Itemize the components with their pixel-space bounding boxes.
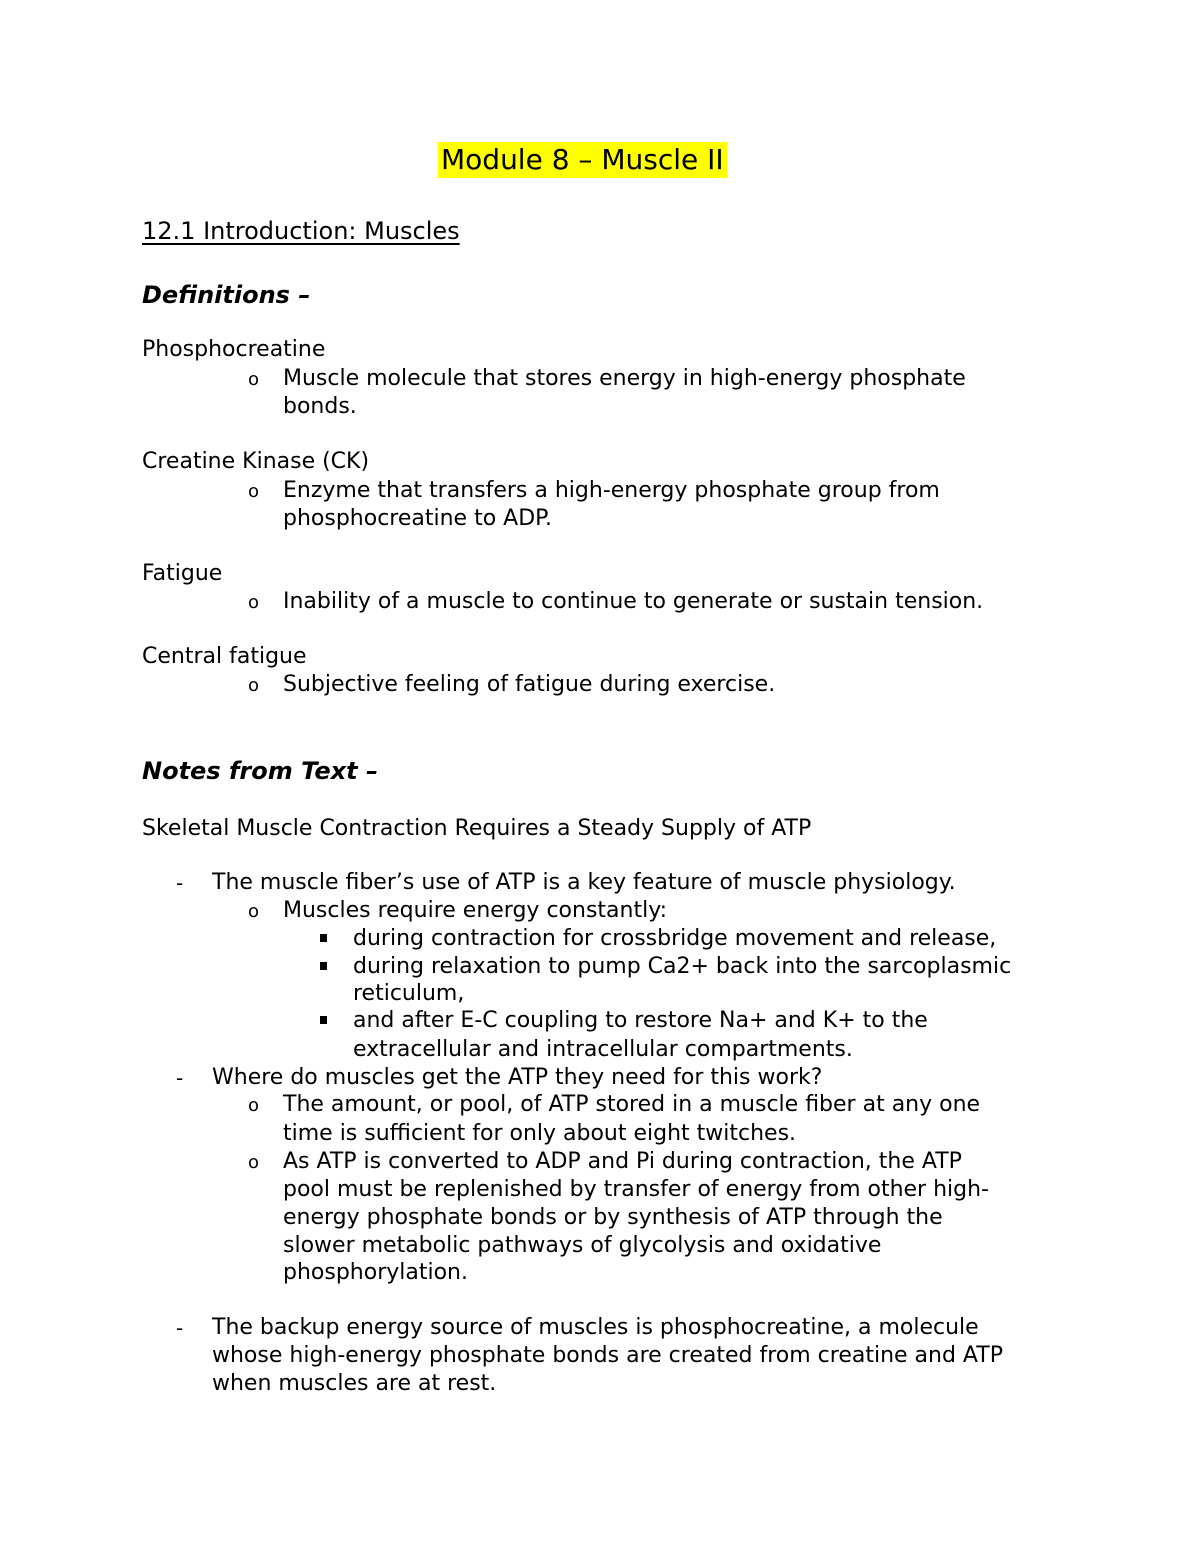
note-text: phosphorylation.	[283, 1260, 468, 1285]
note-text: Muscles require energy constantly:	[283, 898, 668, 923]
note-text: when muscles are at rest.	[212, 1371, 497, 1396]
note-text: reticulum,	[353, 981, 465, 1006]
note-text: during relaxation to pump Ca2+ back into the sarcoplasmic	[353, 954, 1012, 979]
note-text: slower metabolic pathways of glycolysis and oxidative	[283, 1233, 882, 1258]
definition-term: Central fatigue	[142, 644, 307, 669]
definition-term: Fatigue	[142, 561, 223, 586]
circle-bullet-icon: o	[248, 592, 260, 613]
definition-term: Creatine Kinase (CK)	[142, 449, 370, 474]
definition-text: Muscle molecule that stores energy in high-energy phosphate	[283, 366, 966, 391]
note-text: extracellular and intracellular compartments.	[353, 1037, 853, 1062]
square-bullet-icon	[320, 1016, 327, 1024]
note-text: whose high-energy phosphate bonds are created from creatine and ATP	[212, 1343, 1003, 1368]
circle-bullet-icon: o	[248, 481, 260, 502]
dash-bullet-icon: -	[176, 871, 184, 895]
circle-bullet-icon: o	[248, 1095, 260, 1116]
dash-bullet-icon: -	[176, 1316, 184, 1340]
note-text: and after E-C coupling to restore Na+ and K+ to the	[353, 1008, 928, 1033]
notes-heading: Notes from Text –	[142, 757, 378, 785]
circle-bullet-icon: o	[248, 675, 260, 696]
circle-bullet-icon: o	[248, 369, 260, 390]
definition-text: Inability of a muscle to continue to generate or sustain tension.	[283, 589, 984, 614]
note-text: The muscle fiber’s use of ATP is a key feature of muscle physiology.	[212, 870, 956, 895]
note-text: The backup energy source of muscles is phosphocreatine, a molecule	[212, 1315, 979, 1340]
note-text: during contraction for crossbridge movement and release,	[353, 926, 997, 951]
note-text: Where do muscles get the ATP they need for this work?	[212, 1065, 823, 1090]
section-title: 12.1 Introduction: Muscles	[142, 217, 460, 245]
dash-bullet-icon: -	[176, 1066, 184, 1090]
document-title: Module 8 – Muscle II	[438, 142, 727, 178]
note-text: energy phosphate bonds or by synthesis of ATP through the	[283, 1205, 943, 1230]
note-text: time is sufficient for only about eight twitches.	[283, 1121, 797, 1146]
definition-text: Subjective feeling of fatigue during exercise.	[283, 672, 776, 697]
definition-text: bonds.	[283, 394, 357, 419]
definition-term: Phosphocreatine	[142, 337, 326, 362]
notes-subheading: Skeletal Muscle Contraction Requires a Steady Supply of ATP	[142, 816, 812, 841]
definition-text: Enzyme that transfers a high-energy phosphate group from	[283, 478, 940, 503]
circle-bullet-icon: o	[248, 1152, 260, 1173]
note-text: pool must be replenished by transfer of energy from other high-	[283, 1177, 989, 1202]
note-text: As ATP is converted to ADP and Pi during contraction, the ATP	[283, 1149, 962, 1174]
note-text: The amount, or pool, of ATP stored in a muscle fiber at any one	[283, 1092, 981, 1117]
square-bullet-icon	[320, 934, 327, 942]
definitions-heading: Definitions –	[142, 281, 311, 309]
circle-bullet-icon: o	[248, 901, 260, 922]
square-bullet-icon	[320, 962, 327, 970]
definition-text: phosphocreatine to ADP.	[283, 506, 552, 531]
